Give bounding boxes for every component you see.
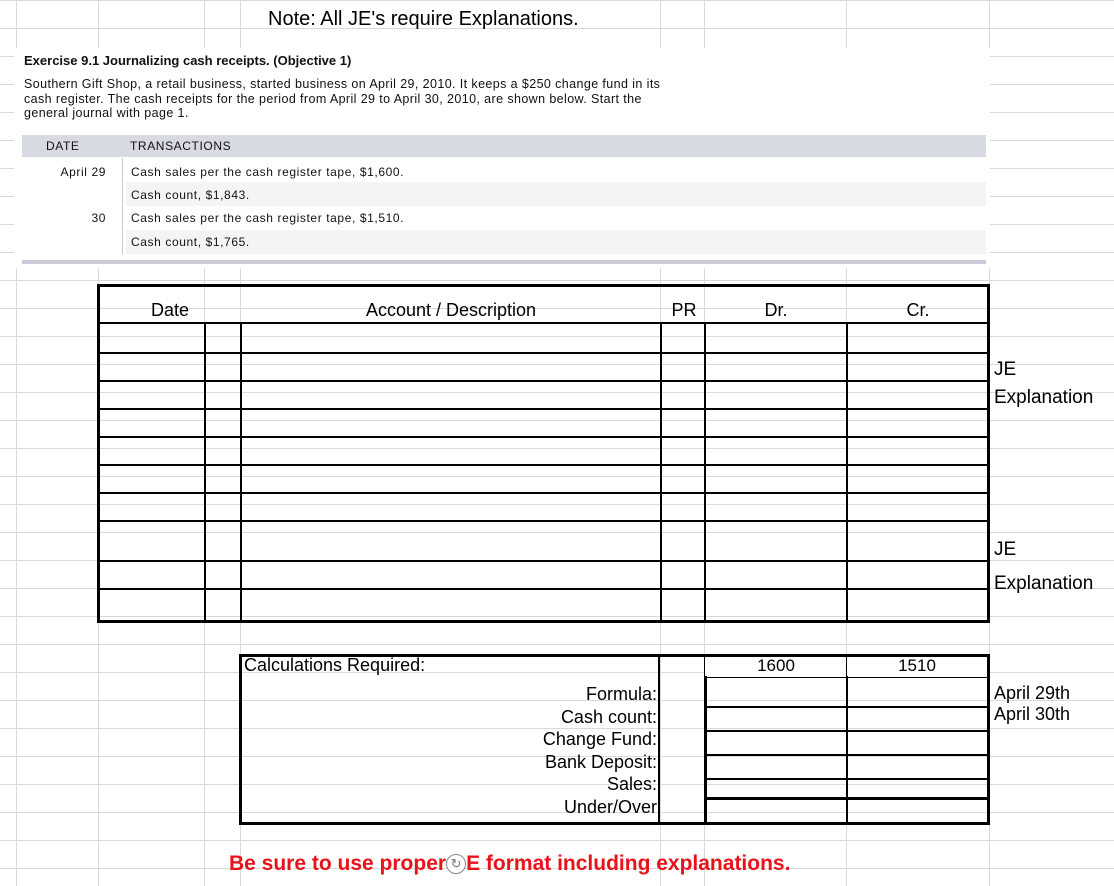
- calc-label: Sales:: [606, 774, 657, 794]
- journal-line: [240, 322, 242, 622]
- calc-date: April 29th: [994, 683, 1071, 703]
- note-line: JE: [994, 539, 1017, 560]
- footer-reminder: [229, 852, 790, 876]
- exercise-line: Southern Gift Shop, a retail business, started business on April 29, 2010. It keeps a $250 change fund in its: [24, 77, 661, 91]
- calc-label: Formula:: [585, 684, 657, 704]
- journal-line: [704, 322, 706, 622]
- transaction-text: Cash count, $1,765.: [131, 235, 250, 249]
- journal-line: [846, 322, 848, 622]
- calc-label: Under/Over: [563, 796, 657, 817]
- grid-row-line: [0, 0, 1114, 1]
- journal-header-dr: Dr.: [764, 300, 788, 320]
- journal-line: [98, 560, 989, 562]
- je-explanation-note: [994, 356, 1093, 412]
- dr-total-value: 1600: [757, 656, 795, 675]
- exercise-text: [24, 77, 660, 121]
- journal-line: [98, 492, 989, 494]
- exercise-line: general journal with page 1.: [24, 106, 189, 120]
- calc-label: Cash count:: [560, 706, 657, 727]
- note-line: Explanation: [994, 573, 1094, 594]
- cr-total-value: 1510: [898, 656, 936, 675]
- note-text: Note: All JE's require Explanations.: [268, 8, 579, 30]
- footer-text: E format including explanations.: [466, 852, 791, 875]
- transaction-date: 30: [91, 211, 106, 225]
- journal-line: [98, 352, 989, 354]
- journal-header-account: Account / Description: [365, 300, 537, 320]
- refresh-icon: ↻: [446, 854, 466, 874]
- journal-line: [204, 322, 206, 622]
- divider: [122, 158, 123, 254]
- transaction-text: Cash sales per the cash register tape, $1,600.: [131, 165, 405, 179]
- row-stripe: [126, 230, 986, 254]
- grid-row-line: [0, 840, 1114, 841]
- exercise-image: [14, 48, 990, 268]
- calc-line: [846, 676, 848, 824]
- calculations-title: Calculations Required:: [244, 655, 426, 675]
- note-line: Explanation: [994, 387, 1094, 408]
- journal-line: [98, 520, 989, 522]
- note-line: JE: [994, 359, 1017, 380]
- transaction-date: April 29: [60, 165, 106, 179]
- grid-row-line: [0, 644, 1114, 645]
- journal-line: [98, 436, 989, 438]
- row-stripe: [126, 182, 986, 206]
- divider: [704, 676, 707, 824]
- exercise-line: cash register. The cash receipts for the period from April 29 to April 30, 2010, are shown below. Start the: [24, 91, 642, 106]
- journal-line: [98, 380, 989, 382]
- grid-row-line: [0, 280, 1114, 281]
- journal-header-pr: PR: [671, 300, 697, 320]
- calc-label: Change Fund:: [542, 729, 657, 749]
- transaction-text: Cash sales per the cash register tape, $1,510.: [131, 211, 405, 225]
- journal-line: [660, 322, 662, 622]
- journal-header-date: Date: [150, 300, 190, 320]
- je-explanation-note: [994, 533, 1093, 601]
- transaction-text: Cash count, $1,843.: [131, 188, 250, 202]
- exercise-title: Exercise 9.1 Journalizing cash receipts. (Objective 1): [24, 53, 352, 68]
- calc-label: Bank Deposit:: [544, 751, 657, 772]
- journal-line: [98, 588, 989, 590]
- calc-side-dates: [994, 683, 1070, 725]
- footer-text: Be sure to use proper: [229, 852, 447, 875]
- journal-line: [98, 408, 989, 410]
- calc-labels: [420, 683, 657, 818]
- calc-line: [658, 656, 660, 824]
- journal-table: [97, 284, 990, 623]
- bottom-rule: [22, 260, 986, 264]
- calc-date: April 30th: [994, 704, 1071, 724]
- journal-line: [98, 464, 989, 466]
- date-header: DATE: [46, 139, 80, 153]
- transactions-header: TRANSACTIONS: [130, 139, 232, 153]
- journal-header-cr: Cr.: [906, 300, 930, 320]
- journal-line: [98, 322, 989, 324]
